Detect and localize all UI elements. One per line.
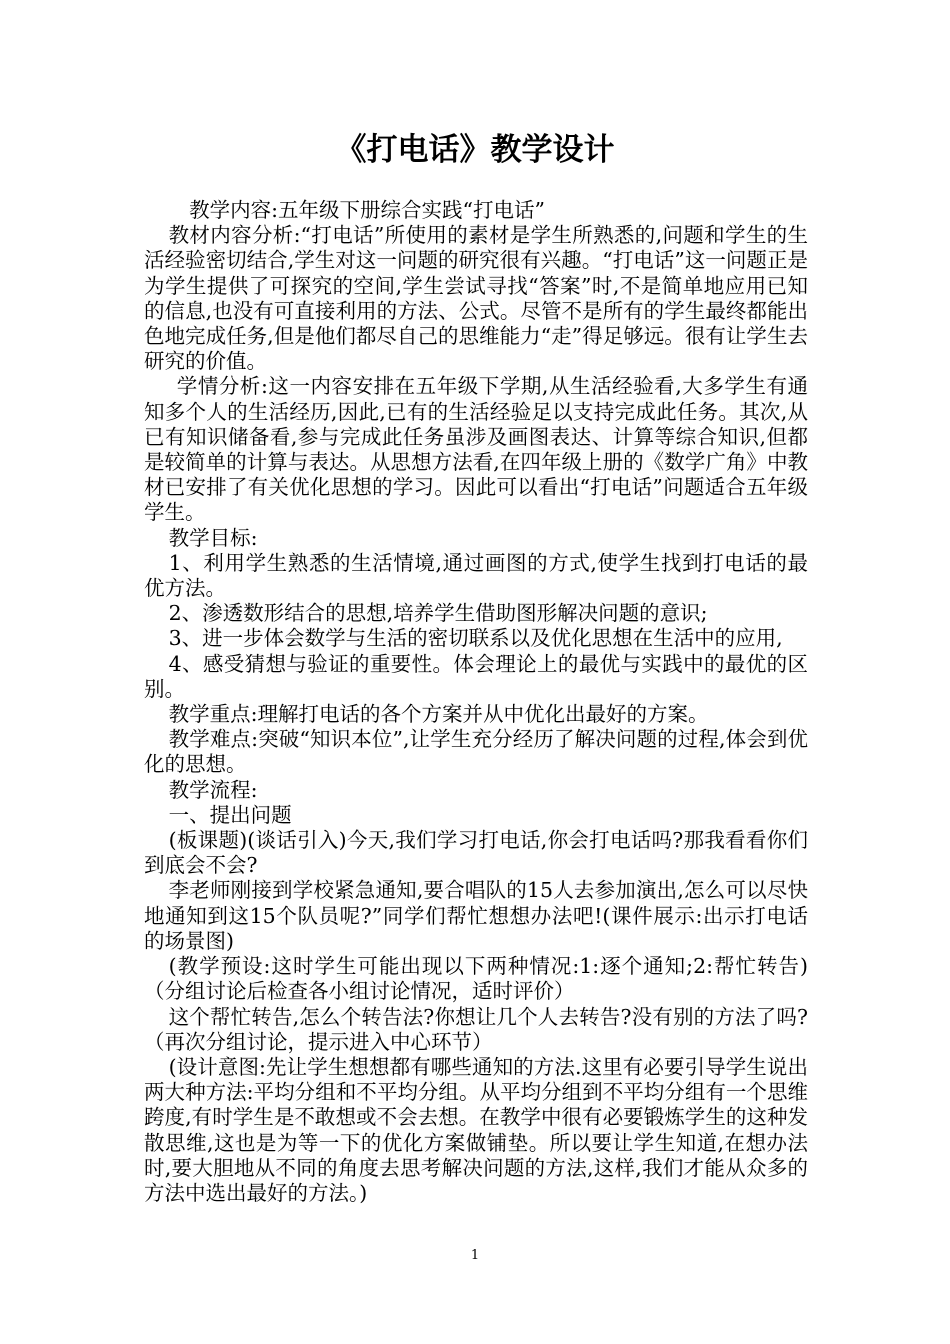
- paragraph-section-heading: 一、提出问题: [168, 802, 292, 827]
- paragraph-key-point: 教学重点:理解打电话的各个方案并从中优化出最好的方案。: [168, 702, 709, 727]
- paragraph-scenario: 李老师刚接到学校紧急通知,要合唱队的15人去参加演出,怎么可以尽快地通知到这15个队员呢?”同学们帮忙想想办法吧!(课件展示:出示打电话的场景图): [144, 878, 808, 953]
- paragraph-objectives-heading: 教学目标:: [168, 525, 258, 550]
- paragraph-content: 教学内容:五年级下册综合实践“打电话”: [189, 198, 545, 222]
- document-body: [144, 198, 808, 1206]
- paragraph-difficulty: 教学难点:突破“知识本位”,让学生充分经历了解决问题的过程,体会到优化的思想。: [144, 727, 808, 777]
- document-title: 《打电话》教学设计: [335, 132, 615, 168]
- paragraph-teaching-preset: (教学预设:这时学生可能出现以下两种情况:1:逐个通知;2:帮忙转告) （分组讨论后检查各小组讨论情况，适时评价）: [144, 954, 808, 1004]
- paragraph-material-analysis: 教材内容分析:“打电话”所使用的素材是学生所熟悉的,问题和学生的生活经验密切结合,学生对这一问题的研究很有兴趣。“打电话”这一问题正是为学生提供了可探究的空间,学生尝试寻找“答案”时,不是简单地应用已知的信息,也没有可直接利用的方法、公式。尽管不是所有的学生最终都能出色地完成任务,但是他们都尽自己的思维能力“走”得足够远。很有让学生去研究的价值。: [144, 223, 808, 374]
- paragraph-introduction: (板课题)(谈话引入)今天,我们学习打电话,你会打电话吗?那我看看你们到底会不会?: [144, 828, 808, 878]
- paragraph-student-analysis: 学情分析:这一内容安排在五年级下学期,从生活经验看,大多学生有通知多个人的生活经历,因此,已有的生活经验足以支持完成此任务。其次,从已有知识储备看,参与完成此任务虽涉及画图表达、计算等综合知识,但都是较简单的计算与表达。从思想方法看,在四年级上册的《数学广角》中教材已安排了有关优化思想的学习。因此可以看出“打电话”问题适合五年级学生。: [144, 374, 808, 525]
- page-number: 1: [470, 1248, 480, 1263]
- paragraph-objective-4: 4、感受猜想与验证的重要性。体会理论上的最优与实践中的最优的区别。: [144, 651, 808, 701]
- paragraph-design-intent: (设计意图:先让学生想想都有哪些通知的方法.这里有必要引导学生说出两大种方法:平均分组和不平均分组。从平均分组到不平均分组有一个思维跨度,有时学生是不敢想或不会去想。在教学中很有必要锻炼学生的这种发散思维,这也是为等一下的优化方案做铺垫。所以要让学生知道,在想办法时,要大胆地从不同的角度去思考解决问题的方法,这样,我们才能从众多的方法中选出最好的方法。): [144, 1054, 808, 1205]
- paragraph-discussion: 这个帮忙转告,怎么个转告法?你想让几个人去转告?没有别的方法了吗?（再次分组讨论，提示进入中心环节）: [144, 1004, 808, 1054]
- paragraph-process-heading: 教学流程:: [168, 777, 258, 802]
- paragraph-objective-1: 1、利用学生熟悉的生活情境,通过画图的方式,使学生找到打电话的最优方法。: [144, 550, 808, 601]
- paragraph-objective-3: 3、进一步体会数学与生活的密切联系以及优化思想在生活中的应用,: [168, 626, 783, 651]
- paragraph-objective-2: 2、渗透数形结合的思想,培养学生借助图形解决问题的意识;: [168, 601, 708, 626]
